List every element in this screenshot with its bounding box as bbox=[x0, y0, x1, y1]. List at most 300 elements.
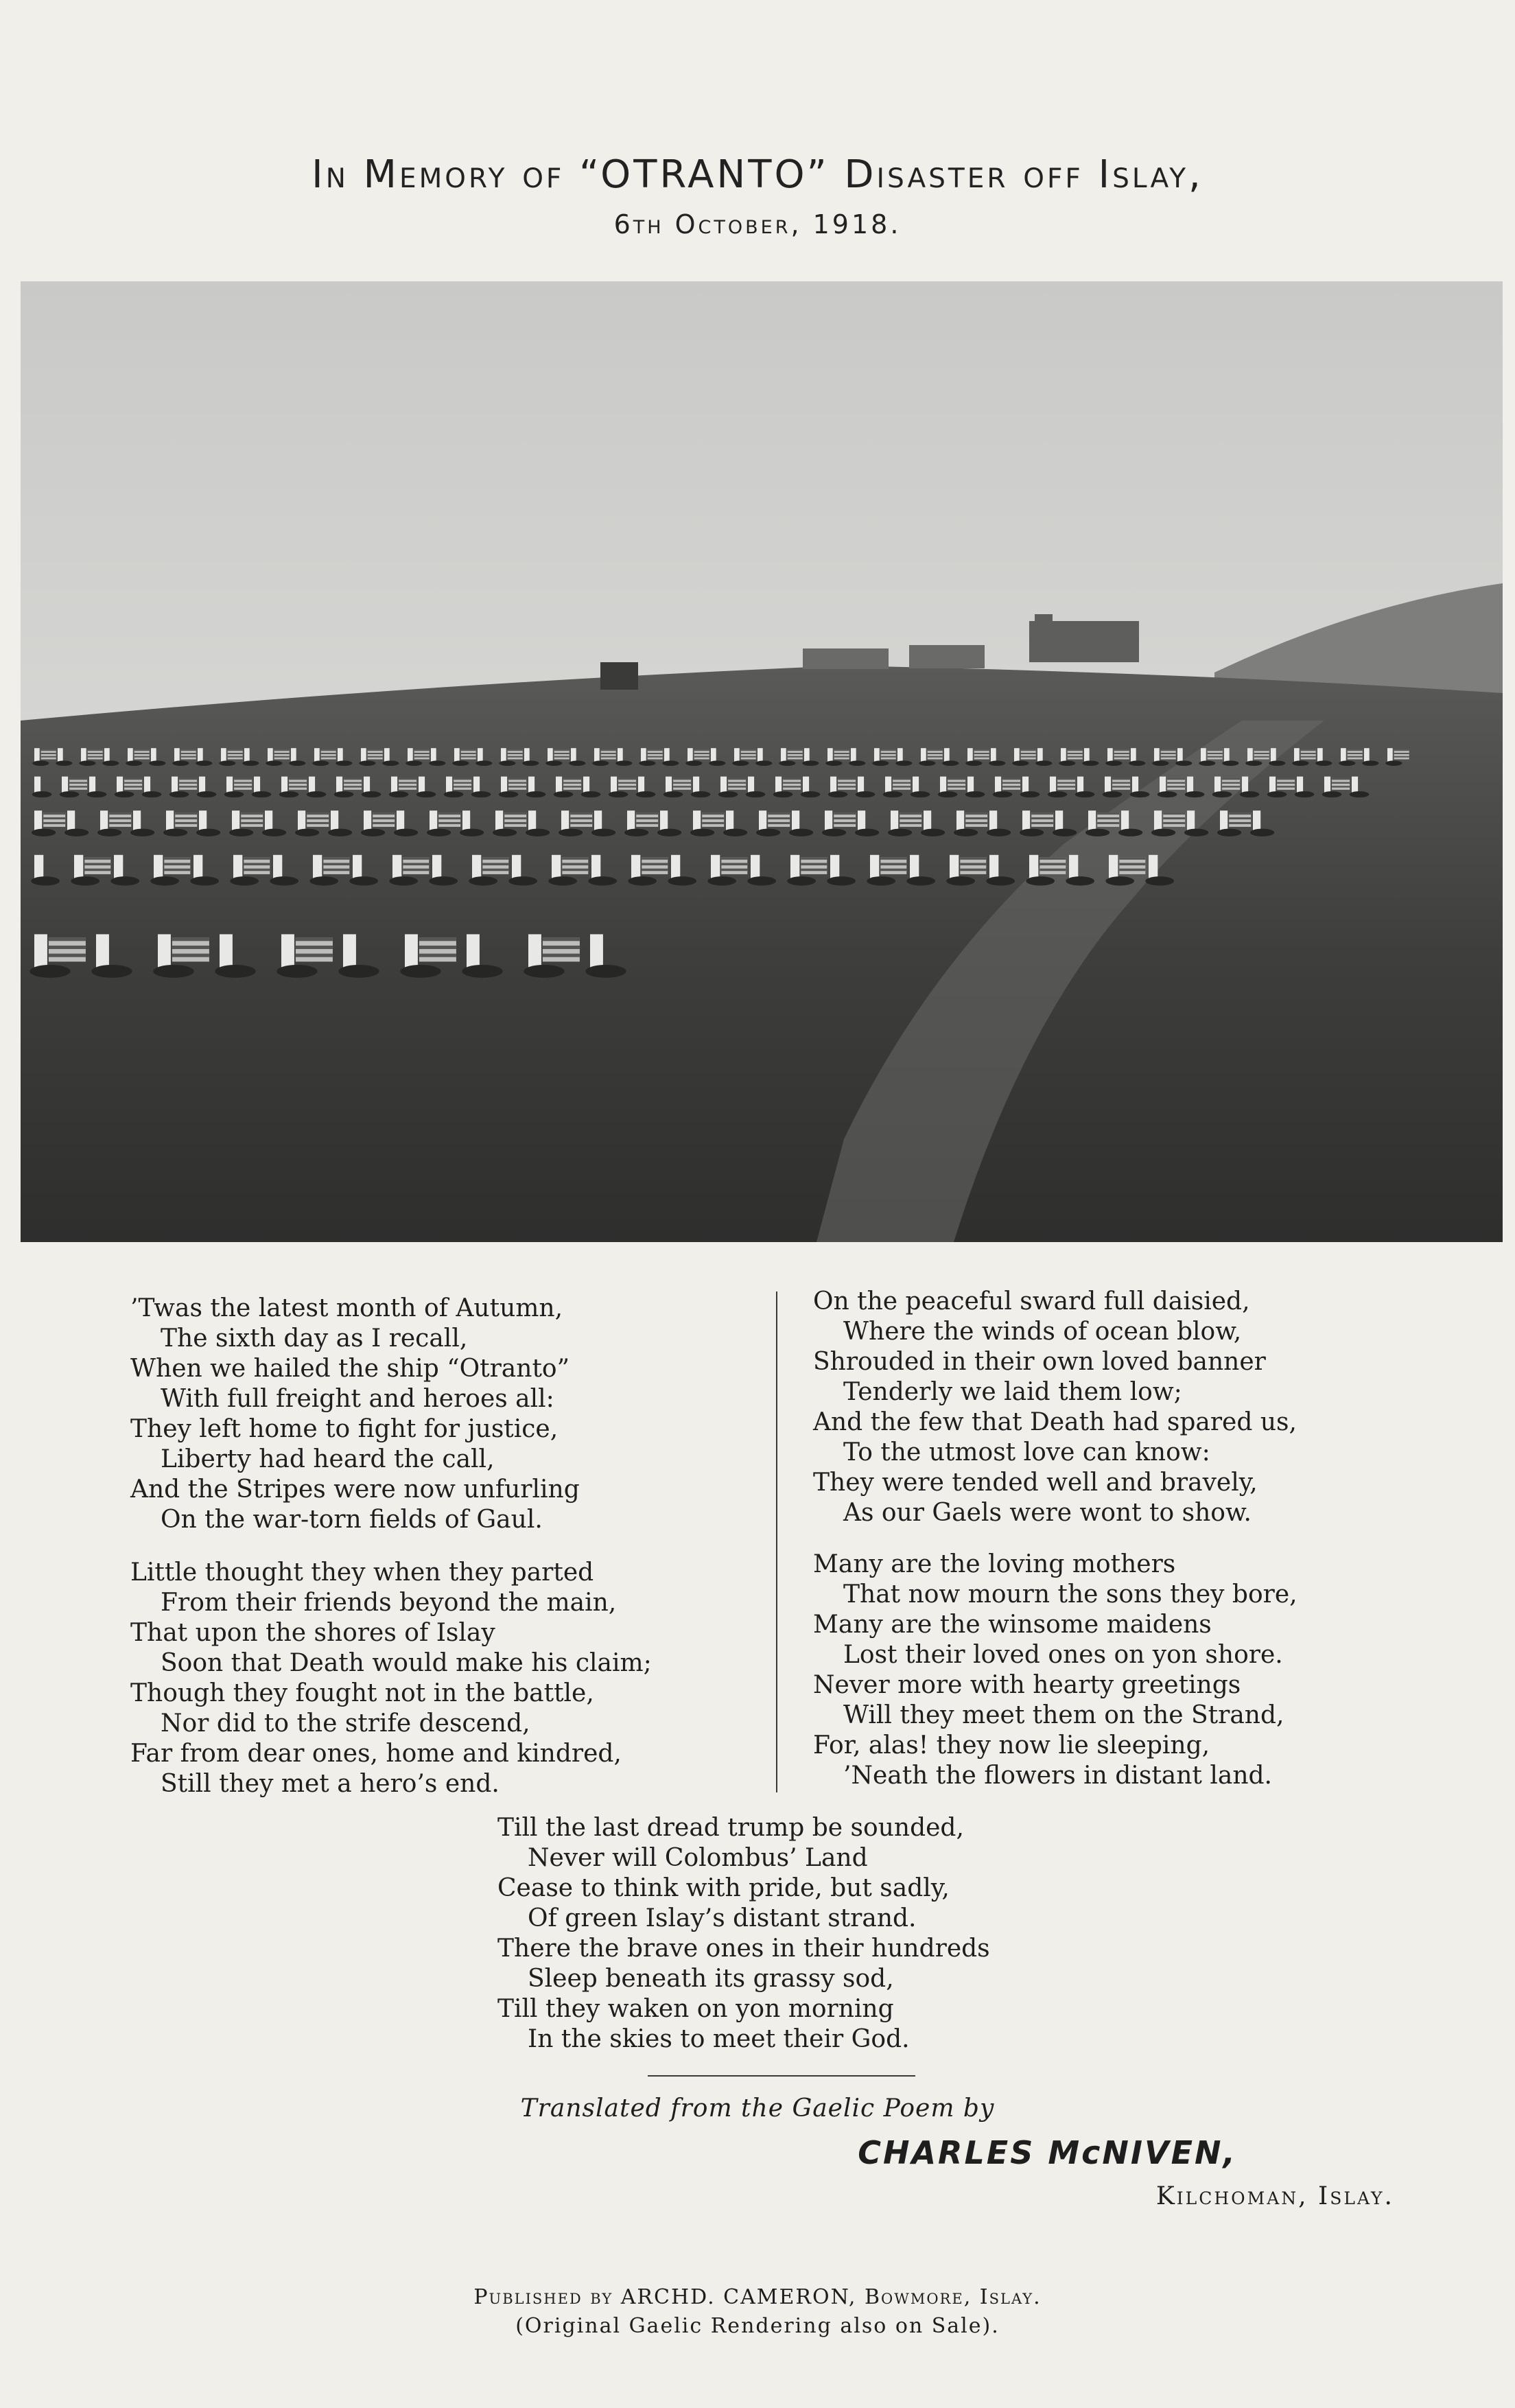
grave-mound bbox=[569, 760, 585, 766]
grave-mound bbox=[718, 791, 738, 797]
grave-mound bbox=[526, 829, 550, 837]
grave-mound bbox=[755, 760, 772, 766]
flag-stripe bbox=[41, 749, 56, 751]
grave-cross bbox=[1364, 748, 1370, 762]
flag-stripe bbox=[109, 817, 131, 819]
flag-stripe bbox=[109, 822, 131, 824]
flag-stripe bbox=[274, 753, 290, 754]
grave-cross bbox=[552, 855, 561, 878]
grave-cross bbox=[298, 810, 305, 830]
grave-mound bbox=[163, 829, 187, 837]
flag-stripe bbox=[1332, 782, 1350, 784]
flag-stripe bbox=[965, 813, 987, 815]
flag-stripe bbox=[289, 778, 307, 780]
flag-stripe bbox=[1229, 817, 1251, 819]
grave-cross bbox=[1061, 748, 1066, 762]
flag-stripe bbox=[721, 863, 747, 865]
flag bbox=[307, 813, 329, 827]
flag-stripe bbox=[1332, 778, 1350, 780]
grave-cross bbox=[273, 855, 282, 878]
grave-mound bbox=[639, 760, 655, 766]
flag-stripe bbox=[414, 753, 430, 754]
grave-mound bbox=[1129, 760, 1145, 766]
grave-mound bbox=[32, 829, 56, 837]
poem-line: Though they fought not in the battle, bbox=[130, 1679, 594, 1707]
flag-stripe bbox=[721, 857, 747, 860]
grave-mound bbox=[242, 760, 259, 766]
grave-cross bbox=[226, 777, 233, 793]
grave-mound bbox=[723, 829, 747, 837]
flag bbox=[1002, 778, 1020, 790]
grave-mound bbox=[747, 876, 776, 885]
grave-cross bbox=[454, 748, 460, 762]
grave-cross bbox=[830, 777, 836, 793]
flag bbox=[1222, 778, 1240, 790]
grave-mound bbox=[987, 829, 1011, 837]
flag-stripe bbox=[241, 822, 263, 824]
flag bbox=[228, 749, 243, 759]
flag bbox=[454, 778, 471, 790]
flag-stripe bbox=[43, 817, 65, 819]
grave-mound bbox=[172, 760, 189, 766]
grave-mound bbox=[554, 791, 574, 797]
flag bbox=[1301, 749, 1316, 759]
flag-stripe bbox=[648, 756, 663, 758]
flag-stripe bbox=[1114, 749, 1129, 751]
flag-stripe bbox=[1114, 753, 1129, 754]
grave-cross bbox=[1297, 777, 1303, 793]
flag-stripe bbox=[880, 869, 906, 872]
flag bbox=[928, 749, 943, 759]
poem-line: Never more with hearty greetings bbox=[813, 1671, 1241, 1699]
grave-cross bbox=[1242, 777, 1248, 793]
flag-stripe bbox=[1229, 822, 1251, 824]
flag bbox=[504, 813, 526, 827]
flag-stripe bbox=[1002, 778, 1020, 780]
flag bbox=[368, 749, 383, 759]
flag-stripe bbox=[1097, 817, 1119, 819]
flag-stripe bbox=[1021, 753, 1036, 754]
grave-cross bbox=[446, 777, 452, 793]
flag-stripe bbox=[323, 863, 349, 865]
grave-cross bbox=[193, 855, 202, 878]
grave-mound bbox=[97, 829, 121, 837]
grave-mound bbox=[545, 760, 562, 766]
grave-cross bbox=[198, 748, 203, 762]
grave-cross bbox=[244, 748, 250, 762]
poem-line: To the utmost love can know: bbox=[843, 1438, 1210, 1466]
flag bbox=[563, 778, 581, 790]
grave-cross bbox=[1077, 777, 1083, 793]
grave-mound bbox=[475, 760, 492, 766]
flag-stripe bbox=[508, 749, 523, 751]
flag-stripe bbox=[783, 786, 801, 787]
flag-stripe bbox=[1057, 786, 1075, 787]
grave-cross bbox=[711, 748, 716, 762]
flag-stripe bbox=[618, 782, 636, 784]
grave-mound bbox=[32, 760, 49, 766]
grave-cross bbox=[825, 810, 832, 830]
flag-stripe bbox=[504, 813, 526, 815]
flag-stripe bbox=[49, 937, 86, 941]
grave-cross bbox=[775, 777, 782, 793]
flag bbox=[84, 857, 110, 874]
flag bbox=[289, 778, 307, 790]
grave-cross bbox=[1220, 810, 1228, 830]
flag-stripe bbox=[1097, 822, 1119, 824]
grave-cross bbox=[364, 777, 370, 793]
grave-mound bbox=[1339, 760, 1355, 766]
grave-cross bbox=[1154, 748, 1160, 762]
grave-cross bbox=[759, 810, 766, 830]
flag-stripe bbox=[1002, 782, 1020, 784]
cemetery-photograph bbox=[21, 281, 1503, 1242]
flag-stripe bbox=[1163, 822, 1185, 824]
flag-stripe bbox=[834, 749, 849, 751]
flag-stripe bbox=[1068, 753, 1083, 754]
flag-stripe bbox=[368, 749, 383, 751]
grave-cross bbox=[590, 934, 603, 968]
flag bbox=[344, 778, 362, 790]
grave-cross bbox=[144, 777, 150, 793]
grave-mound bbox=[359, 760, 375, 766]
flag-stripe bbox=[454, 786, 471, 787]
grave-mound bbox=[462, 965, 502, 978]
grave-cross bbox=[128, 748, 133, 762]
grave-cross bbox=[495, 810, 503, 830]
grave-mound bbox=[911, 791, 930, 797]
grave-cross bbox=[1022, 777, 1029, 793]
flag-stripe bbox=[834, 756, 849, 758]
grave-mound bbox=[499, 791, 519, 797]
flag-stripe bbox=[321, 749, 336, 751]
poem-line: Cease to think with pride, but sadly, bbox=[497, 1874, 950, 1902]
grave-cross bbox=[67, 810, 75, 830]
grave-mound bbox=[919, 760, 935, 766]
grave-cross bbox=[501, 777, 507, 793]
grave-cross bbox=[384, 748, 390, 762]
grave-mound bbox=[828, 791, 848, 797]
grave-cross bbox=[858, 777, 864, 793]
grave-cross bbox=[58, 748, 63, 762]
flag bbox=[562, 857, 588, 874]
flag-stripe bbox=[344, 782, 362, 784]
grave-cross bbox=[430, 810, 437, 830]
flag-stripe bbox=[673, 786, 691, 787]
grave-mound bbox=[954, 829, 978, 837]
grave-cross bbox=[967, 777, 974, 793]
grave-mound bbox=[224, 791, 244, 797]
grave-mound bbox=[1267, 791, 1287, 797]
grave-cross bbox=[940, 777, 946, 793]
flag-stripe bbox=[1167, 778, 1185, 780]
grave-cross bbox=[910, 855, 919, 878]
grave-cross bbox=[114, 855, 123, 878]
flag-stripe bbox=[881, 756, 896, 758]
flag-stripe bbox=[454, 778, 471, 780]
grave-mound bbox=[394, 829, 418, 837]
flag bbox=[181, 749, 196, 759]
flag-stripe bbox=[1167, 782, 1185, 784]
flag bbox=[673, 778, 691, 790]
flag bbox=[543, 937, 580, 961]
grave-cross bbox=[524, 748, 530, 762]
grave-cross bbox=[268, 748, 273, 762]
flag bbox=[694, 749, 709, 759]
flag-stripe bbox=[403, 869, 429, 872]
grave-mound bbox=[1292, 760, 1308, 766]
author-place: Kilchoman, Islay. bbox=[1155, 2182, 1394, 2210]
grave-cross bbox=[1105, 777, 1111, 793]
poem-line: On the peaceful sward full daisied, bbox=[813, 1287, 1250, 1316]
grave-mound bbox=[427, 829, 451, 837]
grave-mound bbox=[389, 876, 418, 885]
grave-mound bbox=[1217, 829, 1241, 837]
grave-cross bbox=[967, 748, 973, 762]
flag-stripe bbox=[834, 753, 849, 754]
grave-mound bbox=[746, 791, 766, 797]
grave-mound bbox=[31, 876, 60, 885]
grave-mound bbox=[64, 829, 89, 837]
grave-mound bbox=[295, 829, 319, 837]
grave-cross bbox=[1187, 777, 1193, 793]
flag-stripe bbox=[948, 786, 965, 787]
flag-stripe bbox=[321, 753, 336, 754]
flag bbox=[179, 778, 197, 790]
grave-mound bbox=[856, 791, 876, 797]
flag-stripe bbox=[164, 869, 190, 872]
grave-cross bbox=[419, 777, 425, 793]
flag-stripe bbox=[702, 817, 724, 819]
grave-cross bbox=[556, 777, 562, 793]
flag-stripe bbox=[928, 749, 943, 751]
grave-mound bbox=[657, 829, 681, 837]
poem-line: When we hailed the ship “Otranto” bbox=[130, 1355, 570, 1383]
grave-cross bbox=[1271, 748, 1276, 762]
flag bbox=[838, 778, 856, 790]
flag-stripe bbox=[1163, 813, 1185, 815]
flag bbox=[274, 749, 290, 759]
flag-stripe bbox=[900, 817, 921, 819]
flag-stripe bbox=[1040, 857, 1066, 860]
grave-mound bbox=[1059, 760, 1075, 766]
poem-line: For, alas! they now lie sleeping, bbox=[813, 1731, 1210, 1760]
poem-line: Still they met a hero’s end. bbox=[161, 1770, 500, 1798]
grave-cross bbox=[1160, 777, 1166, 793]
grave-mound bbox=[60, 791, 80, 797]
grave-mound bbox=[628, 876, 657, 885]
flag-stripe bbox=[721, 869, 747, 872]
flag-stripe bbox=[928, 756, 943, 758]
flag bbox=[741, 749, 756, 759]
flag-stripe bbox=[124, 782, 142, 784]
grave-cross bbox=[473, 777, 480, 793]
flag bbox=[1348, 749, 1363, 759]
flag-stripe bbox=[228, 753, 243, 754]
flag-stripe bbox=[570, 817, 592, 819]
page-date: 6th October, 1918. bbox=[613, 209, 902, 239]
grave-cross bbox=[792, 810, 799, 830]
flag bbox=[124, 778, 142, 790]
flag bbox=[323, 857, 349, 874]
flag-stripe bbox=[838, 786, 856, 787]
flag-stripe bbox=[1208, 749, 1223, 751]
flag bbox=[783, 778, 801, 790]
grave-cross bbox=[117, 777, 123, 793]
grave-cross bbox=[803, 777, 809, 793]
flag-stripe bbox=[43, 822, 65, 824]
flag-stripe bbox=[965, 817, 987, 819]
grave-mound bbox=[801, 791, 821, 797]
grave-mound bbox=[827, 876, 856, 885]
flag bbox=[1229, 813, 1251, 827]
grave-mound bbox=[219, 760, 235, 766]
flag-stripe bbox=[618, 778, 636, 780]
flag-stripe bbox=[438, 822, 460, 824]
grave-mound bbox=[548, 876, 577, 885]
grave-cross bbox=[1055, 810, 1063, 830]
grave-mound bbox=[79, 760, 95, 766]
flag-stripe bbox=[1277, 778, 1295, 780]
grave-mound bbox=[444, 791, 464, 797]
grave-cross bbox=[343, 934, 356, 968]
grave-cross bbox=[1387, 748, 1393, 762]
grave-mound bbox=[1145, 876, 1174, 885]
flag-stripe bbox=[181, 756, 196, 758]
grave-cross bbox=[1324, 777, 1330, 793]
grave-mound bbox=[1250, 829, 1274, 837]
grave-cross bbox=[151, 748, 156, 762]
grave-mound bbox=[685, 760, 702, 766]
grave-mound bbox=[802, 760, 819, 766]
flag-stripe bbox=[554, 753, 569, 754]
flag-stripe bbox=[482, 863, 508, 865]
flag-stripe bbox=[788, 749, 803, 751]
grave-cross bbox=[693, 810, 701, 830]
grave-mound bbox=[921, 829, 945, 837]
flag-stripe bbox=[801, 857, 827, 860]
grave-cross bbox=[314, 748, 320, 762]
grave-mound bbox=[1020, 829, 1044, 837]
grave-mound bbox=[691, 791, 711, 797]
grave-cross bbox=[989, 810, 997, 830]
flag-stripe bbox=[960, 857, 986, 860]
flag-stripe bbox=[399, 782, 416, 784]
poem-line: They were tended well and bravely, bbox=[813, 1469, 1258, 1497]
flag-stripe bbox=[648, 749, 663, 751]
flag-stripe bbox=[801, 863, 827, 865]
flag-stripe bbox=[1222, 782, 1240, 784]
grave-mound bbox=[1053, 829, 1077, 837]
flag-stripe bbox=[373, 817, 395, 819]
poem-line: Many are the loving mothers bbox=[813, 1550, 1176, 1578]
grave-cross bbox=[956, 810, 964, 830]
grave-mound bbox=[452, 760, 469, 766]
grave-cross bbox=[594, 810, 602, 830]
flag-stripe bbox=[124, 778, 142, 780]
flag-stripe bbox=[419, 954, 456, 957]
grave-cross bbox=[913, 777, 919, 793]
flag-stripe bbox=[636, 813, 658, 815]
grave-mound bbox=[662, 760, 679, 766]
grave-mound bbox=[615, 760, 632, 766]
flag-stripe bbox=[636, 817, 658, 819]
grave-mound bbox=[867, 876, 895, 885]
flag-stripe bbox=[69, 786, 87, 787]
grave-mound bbox=[91, 965, 132, 978]
flag-stripe bbox=[741, 749, 756, 751]
grave-cross bbox=[281, 777, 287, 793]
flag-stripe bbox=[1348, 756, 1363, 758]
grave-mound bbox=[1103, 791, 1123, 797]
flag-stripe bbox=[234, 778, 252, 780]
grave-mound bbox=[429, 876, 458, 885]
grave-mound bbox=[493, 829, 517, 837]
grave-mound bbox=[663, 791, 683, 797]
flag bbox=[1097, 813, 1119, 827]
grave-mound bbox=[229, 829, 253, 837]
poem-line: Of green Islay’s distant strand. bbox=[528, 1904, 917, 1932]
grave-cross bbox=[660, 810, 668, 830]
grave-mound bbox=[349, 876, 378, 885]
grave-mound bbox=[289, 760, 305, 766]
grave-mound bbox=[266, 760, 282, 766]
grave-cross bbox=[1149, 855, 1158, 878]
flag-stripe bbox=[728, 782, 746, 784]
grave-cross bbox=[1131, 748, 1136, 762]
grave-mound bbox=[732, 760, 749, 766]
flag-stripe bbox=[1222, 786, 1240, 787]
flag-stripe bbox=[69, 782, 87, 784]
flag-stripe bbox=[1332, 786, 1350, 787]
grave-cross bbox=[158, 934, 171, 968]
flag-stripe bbox=[419, 937, 456, 941]
flag bbox=[554, 749, 569, 759]
flag-stripe bbox=[768, 817, 790, 819]
flag-stripe bbox=[179, 778, 197, 780]
vehicle bbox=[600, 662, 638, 690]
grave-cross bbox=[221, 748, 226, 762]
cemetery-photo-illustration bbox=[21, 281, 1503, 1242]
flag-stripe bbox=[323, 857, 349, 860]
grave-cross bbox=[720, 777, 727, 793]
grave-mound bbox=[196, 829, 220, 837]
flag-stripe bbox=[41, 753, 56, 754]
flag-stripe bbox=[109, 813, 131, 815]
flag-stripe bbox=[1114, 756, 1129, 758]
flag-stripe bbox=[179, 782, 197, 784]
flag bbox=[414, 749, 430, 759]
flag-stripe bbox=[419, 946, 456, 949]
poem-line: Shrouded in their own loved banner bbox=[813, 1348, 1266, 1376]
flag-stripe bbox=[274, 756, 290, 758]
flag-stripe bbox=[1119, 869, 1145, 872]
grave-cross bbox=[174, 748, 180, 762]
grave-cross bbox=[397, 810, 404, 830]
grave-cross bbox=[583, 777, 589, 793]
grave-mound bbox=[1184, 829, 1208, 837]
flag-stripe bbox=[570, 813, 592, 815]
flag-stripe bbox=[399, 778, 416, 780]
flag-stripe bbox=[642, 869, 668, 872]
flag bbox=[788, 749, 803, 759]
poem-line: With full freight and heroes all: bbox=[161, 1385, 554, 1413]
flag-stripe bbox=[274, 749, 290, 751]
poem-line: They left home to fight for justice, bbox=[130, 1415, 559, 1443]
flag bbox=[974, 749, 989, 759]
grave-mound bbox=[636, 791, 656, 797]
poem-line: Soon that Death would make his claim; bbox=[161, 1649, 652, 1677]
